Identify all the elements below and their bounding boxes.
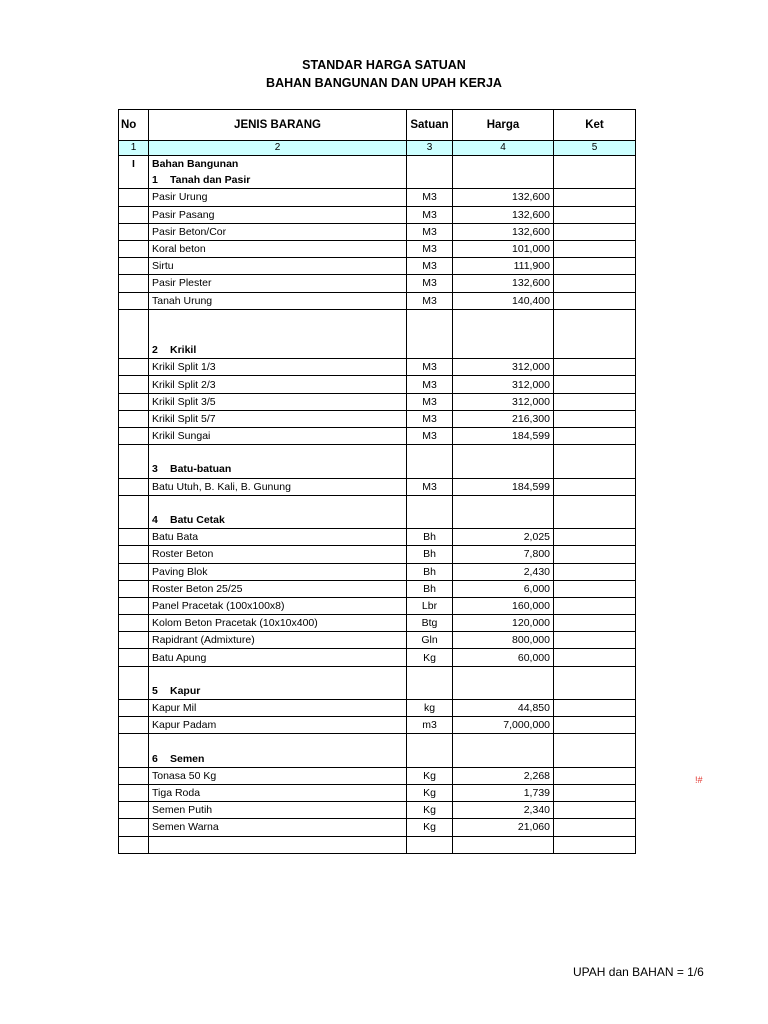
cell-jenis-barang: Tonasa 50 Kg (149, 767, 407, 784)
cell-satuan: kg (407, 700, 453, 717)
cell-no (119, 615, 149, 632)
cell-satuan: M3 (407, 359, 453, 376)
table-row (119, 632, 636, 649)
cell-satuan: Kg (407, 767, 453, 784)
cell-jenis-barang (149, 342, 407, 359)
cell-no (119, 292, 149, 309)
cell-ket (554, 666, 636, 683)
cell-satuan: M3 (407, 223, 453, 240)
section-number: 2 (152, 344, 158, 357)
cell-ket (554, 836, 636, 853)
cell-harga: 132,600 (453, 189, 554, 206)
cell-jenis-barang: Krikil Sungai (149, 428, 407, 445)
cell-harga (453, 342, 554, 359)
cell-harga: 2,430 (453, 563, 554, 580)
header-harga: Harga (453, 110, 554, 141)
cell-no (119, 563, 149, 580)
cell-no (119, 717, 149, 734)
cell-ket (554, 767, 636, 784)
table-row (119, 410, 636, 427)
cell-no (119, 666, 149, 683)
section-row (119, 751, 636, 768)
cell-no (119, 478, 149, 495)
cell-jenis-barang (149, 836, 407, 853)
cell-satuan: m3 (407, 717, 453, 734)
cell-harga: 1,739 (453, 784, 554, 801)
cell-no (119, 376, 149, 393)
blank-row (119, 326, 636, 342)
cell-ket (554, 700, 636, 717)
table-row (119, 767, 636, 784)
table-row (119, 563, 636, 580)
cell-ket (554, 819, 636, 836)
table-row (119, 819, 636, 836)
cell-jenis-barang (149, 445, 407, 462)
cell-harga: 184,599 (453, 478, 554, 495)
cell-satuan: M3 (407, 206, 453, 223)
cell-harga: 101,000 (453, 240, 554, 257)
column-number: 2 (149, 141, 407, 156)
cell-ket (554, 495, 636, 512)
blank-row (119, 836, 636, 853)
cell-no (119, 326, 149, 342)
blank-row (119, 734, 636, 751)
cell-jenis-barang (149, 683, 407, 700)
cell-ket (554, 445, 636, 462)
cell-jenis-barang: Roster Beton (149, 546, 407, 563)
cell-ket (554, 206, 636, 223)
table-row (119, 597, 636, 614)
table-row (119, 376, 636, 393)
cell-no (119, 223, 149, 240)
cell-no (119, 597, 149, 614)
cell-ket (554, 717, 636, 734)
table-row (119, 359, 636, 376)
cell-jenis-barang: Batu Apung (149, 649, 407, 666)
cell-jenis-barang: Roster Beton 25/25 (149, 580, 407, 597)
cell-harga (453, 309, 554, 326)
cell-no (119, 189, 149, 206)
cell-harga (453, 836, 554, 853)
cell-harga: 111,900 (453, 258, 554, 275)
cell-ket (554, 597, 636, 614)
cell-ket (554, 240, 636, 257)
cell-harga: 7,800 (453, 546, 554, 563)
cell-harga: 132,600 (453, 206, 554, 223)
cell-satuan: M3 (407, 275, 453, 292)
header-ket: Ket (554, 110, 636, 141)
blank-row (119, 666, 636, 683)
cell-harga: 312,000 (453, 359, 554, 376)
cell-harga (453, 512, 554, 529)
cell-ket (554, 649, 636, 666)
cell-no (119, 393, 149, 410)
cell-jenis-barang (149, 309, 407, 326)
title-line-2: BAHAN BANGUNAN DAN UPAH KERJA (266, 76, 502, 90)
cell-ket (554, 683, 636, 700)
table-row (119, 393, 636, 410)
section-name: Krikil (170, 344, 197, 357)
table-row (119, 802, 636, 819)
section-number: 5 (152, 684, 158, 697)
table-row (119, 649, 636, 666)
cell-satuan: Kg (407, 819, 453, 836)
cell-jenis-barang (149, 172, 407, 189)
cell-no (119, 206, 149, 223)
cell-ket (554, 751, 636, 768)
cell-harga: 216,300 (453, 410, 554, 427)
cell-no (119, 784, 149, 801)
cell-satuan (407, 836, 453, 853)
cell-satuan: M3 (407, 240, 453, 257)
cell-ket (554, 410, 636, 427)
cell-jenis-barang: Kapur Padam (149, 717, 407, 734)
cell-no: I (119, 156, 149, 173)
column-number: 3 (407, 141, 453, 156)
cell-ket (554, 529, 636, 546)
cell-satuan: M3 (407, 258, 453, 275)
cell-harga (453, 495, 554, 512)
cell-ket (554, 342, 636, 359)
blank-row (119, 495, 636, 512)
cell-ket (554, 223, 636, 240)
cell-jenis-barang: Pasir Plester (149, 275, 407, 292)
table-row (119, 784, 636, 801)
cell-no (119, 529, 149, 546)
table-row (119, 428, 636, 445)
cell-no (119, 836, 149, 853)
cell-harga (453, 326, 554, 342)
cell-ket (554, 393, 636, 410)
table-row (119, 189, 636, 206)
cell-jenis-barang: Pasir Beton/Cor (149, 223, 407, 240)
cell-no (119, 546, 149, 563)
cell-ket (554, 359, 636, 376)
section-row (119, 342, 636, 359)
cell-satuan (407, 751, 453, 768)
cell-satuan: Bh (407, 529, 453, 546)
cell-satuan (407, 495, 453, 512)
title-line-1: STANDAR HARGA SATUAN (302, 58, 466, 72)
cell-ket (554, 326, 636, 342)
cell-harga: 132,600 (453, 223, 554, 240)
cell-jenis-barang: Semen Warna (149, 819, 407, 836)
cell-jenis-barang: Semen Putih (149, 802, 407, 819)
cell-harga: 800,000 (453, 632, 554, 649)
cell-harga (453, 156, 554, 173)
section-row (119, 512, 636, 529)
column-number: 5 (554, 141, 636, 156)
cell-jenis-barang: Rapidrant (Admixture) (149, 632, 407, 649)
section-name: Semen (170, 752, 205, 765)
cell-ket (554, 512, 636, 529)
cell-ket (554, 428, 636, 445)
table-row (119, 275, 636, 292)
cell-jenis-barang (149, 495, 407, 512)
cell-no (119, 802, 149, 819)
cell-satuan (407, 734, 453, 751)
cell-satuan: Kg (407, 784, 453, 801)
cell-satuan: Kg (407, 649, 453, 666)
cell-jenis-barang: Batu Bata (149, 529, 407, 546)
cell-harga: 7,000,000 (453, 717, 554, 734)
cell-no (119, 445, 149, 462)
section-number: 3 (152, 463, 158, 476)
cell-harga (453, 666, 554, 683)
cell-harga: 2,025 (453, 529, 554, 546)
cell-satuan (407, 666, 453, 683)
cell-no (119, 683, 149, 700)
cell-jenis-barang: Kolom Beton Pracetak (10x10x400) (149, 615, 407, 632)
cell-jenis-barang (149, 512, 407, 529)
cell-jenis-barang (149, 734, 407, 751)
cell-satuan (407, 461, 453, 478)
cell-harga: 160,000 (453, 597, 554, 614)
cell-ket (554, 376, 636, 393)
cell-jenis-barang (149, 666, 407, 683)
cell-harga: 132,600 (453, 275, 554, 292)
section-name: Tanah dan Pasir (170, 174, 251, 187)
cell-satuan (407, 172, 453, 189)
cell-jenis-barang: Krikil Split 1/3 (149, 359, 407, 376)
header-no: No (119, 110, 149, 141)
cell-satuan (407, 445, 453, 462)
cell-satuan (407, 512, 453, 529)
cell-jenis-barang: Koral beton (149, 240, 407, 257)
cell-no (119, 342, 149, 359)
cell-jenis-barang: Tanah Urung (149, 292, 407, 309)
cell-harga (453, 734, 554, 751)
cell-no (119, 172, 149, 189)
cell-jenis-barang: Bahan Bangunan (149, 156, 407, 173)
cell-harga: 6,000 (453, 580, 554, 597)
cell-ket (554, 172, 636, 189)
table-body (119, 156, 636, 854)
section-name: Batu-batuan (170, 463, 232, 476)
cell-jenis-barang: Panel Pracetak (100x100x8) (149, 597, 407, 614)
cell-ket (554, 632, 636, 649)
section-name: Batu Cetak (170, 514, 225, 527)
cell-no (119, 512, 149, 529)
cell-ket (554, 546, 636, 563)
cell-jenis-barang: Sirtu (149, 258, 407, 275)
table-row (119, 580, 636, 597)
table-row (119, 258, 636, 275)
cell-harga: 312,000 (453, 393, 554, 410)
cell-jenis-barang: Kapur Mil (149, 700, 407, 717)
cell-no (119, 461, 149, 478)
section-name: Kapur (170, 684, 201, 697)
section-number: 4 (152, 514, 158, 527)
table-row (119, 478, 636, 495)
cell-satuan: M3 (407, 292, 453, 309)
cell-ket (554, 580, 636, 597)
cell-harga: 21,060 (453, 819, 554, 836)
cell-ket (554, 292, 636, 309)
price-table (118, 109, 636, 854)
cell-harga: 2,268 (453, 767, 554, 784)
cell-jenis-barang: Tiga Roda (149, 784, 407, 801)
section-number: 6 (152, 752, 158, 765)
cell-satuan: M3 (407, 376, 453, 393)
cell-satuan (407, 683, 453, 700)
red-marker: !# (695, 775, 703, 785)
cell-jenis-barang: Krikil Split 5/7 (149, 410, 407, 427)
cell-harga: 44,850 (453, 700, 554, 717)
column-number-row (119, 141, 636, 156)
cell-harga (453, 461, 554, 478)
cell-no (119, 309, 149, 326)
cell-ket (554, 309, 636, 326)
cell-no (119, 580, 149, 597)
cell-no (119, 751, 149, 768)
cell-ket (554, 784, 636, 801)
table-row (119, 546, 636, 563)
cell-satuan (407, 156, 453, 173)
cell-ket (554, 478, 636, 495)
header-satuan: Satuan (407, 110, 453, 141)
table-row (119, 529, 636, 546)
cell-satuan: Btg (407, 615, 453, 632)
cell-harga: 312,000 (453, 376, 554, 393)
table-row (119, 615, 636, 632)
cell-ket (554, 461, 636, 478)
header-row (119, 110, 636, 141)
cell-no (119, 240, 149, 257)
cell-satuan: M3 (407, 428, 453, 445)
blank-row (119, 445, 636, 462)
cell-no (119, 275, 149, 292)
table-row (119, 292, 636, 309)
cell-satuan: M3 (407, 189, 453, 206)
section-number: 1 (152, 174, 158, 187)
cell-satuan: Lbr (407, 597, 453, 614)
cell-no (119, 410, 149, 427)
table-row (119, 700, 636, 717)
cell-satuan: Bh (407, 546, 453, 563)
cell-satuan (407, 309, 453, 326)
cell-harga (453, 172, 554, 189)
table-row (119, 206, 636, 223)
cell-no (119, 649, 149, 666)
cell-satuan (407, 326, 453, 342)
cell-jenis-barang (149, 461, 407, 478)
cell-no (119, 734, 149, 751)
cell-ket (554, 275, 636, 292)
cell-jenis-barang: Paving Blok (149, 563, 407, 580)
cell-harga: 60,000 (453, 649, 554, 666)
cell-ket (554, 563, 636, 580)
cell-ket (554, 258, 636, 275)
cell-jenis-barang (149, 751, 407, 768)
cell-harga: 2,340 (453, 802, 554, 819)
cell-no (119, 632, 149, 649)
cell-satuan: Bh (407, 563, 453, 580)
cell-no (119, 428, 149, 445)
table-row (119, 717, 636, 734)
cell-jenis-barang (149, 326, 407, 342)
cell-satuan (407, 342, 453, 359)
cell-harga (453, 683, 554, 700)
cell-ket (554, 189, 636, 206)
column-number: 1 (119, 141, 149, 156)
cell-jenis-barang: Pasir Urung (149, 189, 407, 206)
cell-jenis-barang: Krikil Split 3/5 (149, 393, 407, 410)
blank-row (119, 309, 636, 326)
cell-ket (554, 734, 636, 751)
cell-satuan: M3 (407, 478, 453, 495)
section-row (119, 683, 636, 700)
cell-ket (554, 156, 636, 173)
cell-satuan: M3 (407, 410, 453, 427)
footer-note: UPAH dan BAHAN = 1/6 (573, 965, 704, 979)
cell-harga: 140,400 (453, 292, 554, 309)
cell-satuan: Kg (407, 802, 453, 819)
cell-harga: 184,599 (453, 428, 554, 445)
table-row (119, 240, 636, 257)
cell-jenis-barang: Pasir Pasang (149, 206, 407, 223)
header-jenis-barang: JENIS BARANG (149, 110, 407, 141)
cell-no (119, 700, 149, 717)
cell-harga (453, 751, 554, 768)
cell-harga: 120,000 (453, 615, 554, 632)
category-row (119, 156, 636, 173)
section-row (119, 172, 636, 189)
cell-ket (554, 802, 636, 819)
cell-jenis-barang: Batu Utuh, B. Kali, B. Gunung (149, 478, 407, 495)
table-row (119, 223, 636, 240)
cell-satuan: Bh (407, 580, 453, 597)
cell-satuan: Gln (407, 632, 453, 649)
column-number: 4 (453, 141, 554, 156)
cell-no (119, 359, 149, 376)
cell-no (119, 767, 149, 784)
cell-satuan: M3 (407, 393, 453, 410)
section-row (119, 461, 636, 478)
cell-harga (453, 445, 554, 462)
cell-no (119, 819, 149, 836)
cell-no (119, 495, 149, 512)
cell-ket (554, 615, 636, 632)
cell-no (119, 258, 149, 275)
cell-jenis-barang: Krikil Split 2/3 (149, 376, 407, 393)
